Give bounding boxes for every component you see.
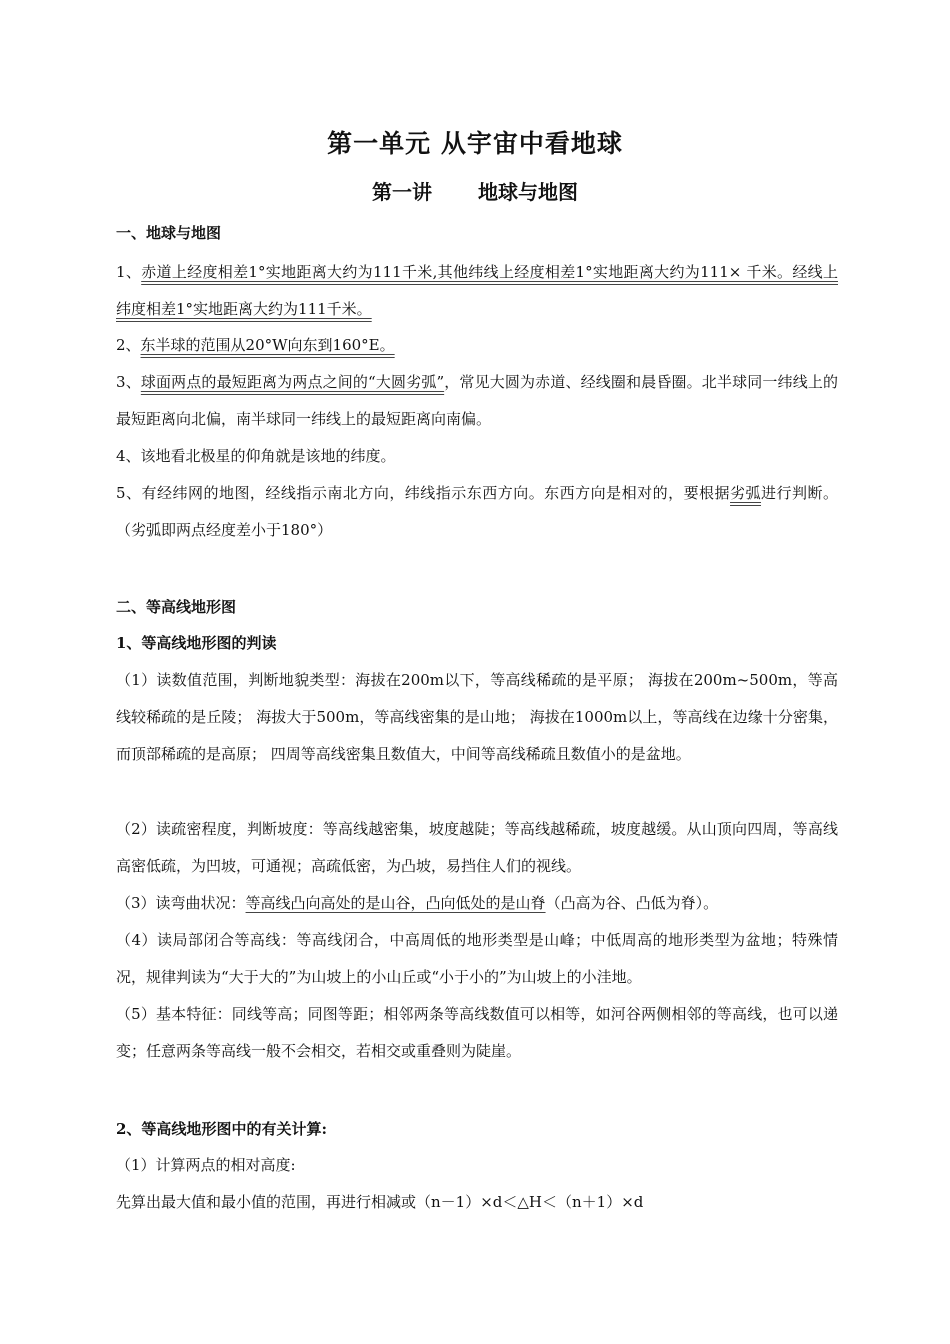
section2-p1: （1）读数值范围，判断地貌类型：海拔在200m以下，等高线稀疏的是平原； 海拔在200m~500m，等高线较稀疏的是丘陵； 海拔大于500m，等高线密集的是山地； 海拔在1000m以上，等高线在边缘十分密集，而顶部稀疏的是高原； 四周等高线密集且数值大，中间等高线稀疏且数值小的是盆地。 [116, 671, 838, 763]
section2-sub1: 1、等高线地形图的判读 [116, 634, 277, 652]
section1-item4: 4、该地看北极星的仰角就是该地的纬度。 [116, 447, 396, 465]
item5-underlined: 劣弧 [730, 484, 762, 502]
section2-p3: （3）读弯曲状况：等高线凸向高处的是山谷，凸向低处的是山脊（凸高为谷、凸低为脊）。 [116, 894, 719, 912]
section2-p2: （2）读疏密程度，判断坡度：等高线越密集，坡度越陡；等高线越稀疏，坡度越缓。从山顶向四周，等高线高密低疏，为凹坡，可通视；高疏低密，为凸坡，易挡住人们的视线。 [116, 820, 838, 875]
lecture-name: 地球与地图 [478, 180, 578, 204]
lecture-number: 第一讲 [372, 180, 432, 204]
calc-formula: 先算出最大值和最小值的范围，再进行相减或（n－1）×d＜△H＜（n＋1）×d [116, 1193, 644, 1211]
section1-item3: 3、球面两点的最短距离为两点之间的“大圆劣弧”，常见大圆为赤道、经线圈和晨昏圈。北半球同一纬线上的最短距离向北偏，南半球同一纬线上的最短距离向南偏。 [116, 373, 838, 428]
section1-item2: 2、东半球的范围从20°W向东到160°E。 [116, 336, 395, 354]
item3-underlined: 球面两点的最短距离为两点之间的“大圆劣弧” [140, 373, 445, 391]
item2-underlined: 东半球的范围从20°W向东到160°E。 [140, 336, 395, 354]
section1-item5: 5、有经纬网的地图，经线指示南北方向，纬线指示东西方向。东西方向是相对的，要根据劣弧进行判断。（劣弧即两点经度差小于180°） [116, 484, 838, 539]
section1-item1: 1、赤道上经度相差1°实地距离大约为111千米,其他纬线上经度相差1°实地距离大约为111× 千米。经线上纬度相差1°实地距离大约为111千米。 [116, 263, 838, 318]
calc-step1: （1）计算两点的相对高度: [116, 1156, 296, 1174]
section2-sub2: 2、等高线地形图中的有关计算: [116, 1120, 327, 1138]
section2-heading: 二、等高线地形图 [116, 598, 237, 616]
p3-underlined: 等高线凸向高处的是山谷，凸向低处的是山脊 [245, 894, 546, 912]
unit-title: 第一单元 从宇宙中看地球 [327, 129, 623, 158]
section2-p5: （5）基本特征：同线等高；同图等距；相邻两条等高线数值可以相等，如河谷两侧相邻的等高线，也可以递变；任意两条等高线一般不会相交，若相交或重叠则为陡崖。 [116, 1005, 838, 1060]
item1-underlined: 赤道上经度相差1°实地距离大约为111千米,其他纬线上经度相差1°实地距离大约为111× 千米。经线上纬度相差1°实地距离大约为111千米。 [116, 263, 838, 318]
section1-heading: 一、地球与地图 [116, 224, 222, 242]
section2-p4: （4）读局部闭合等高线：等高线闭合，中高周低的地形类型是山峰；中低周高的地形类型为盆地；特殊情况，规律判读为“大于大的”为山坡上的小山丘或“小于小的”为山坡上的小洼地。 [116, 931, 838, 986]
lecture-title [0, 176, 950, 205]
